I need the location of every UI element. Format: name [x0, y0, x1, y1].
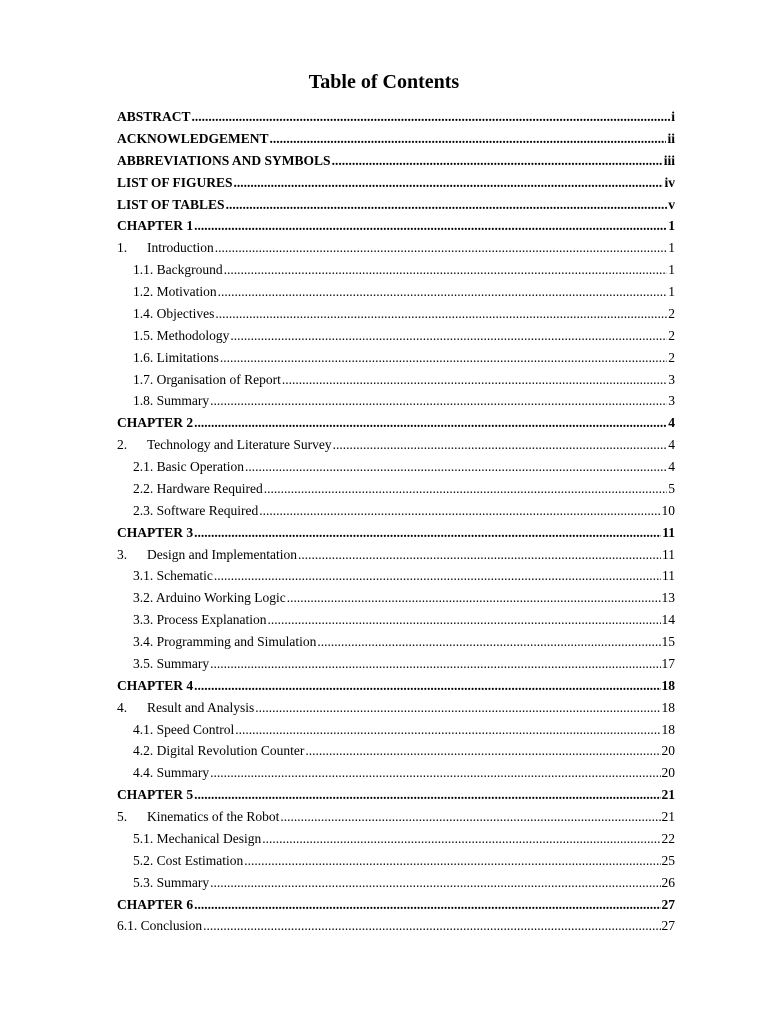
page-title: Table of Contents [308, 71, 460, 93]
toc-entry-section[interactable] [117, 697, 675, 719]
dot-leader [230, 325, 667, 347]
toc-entry-page: 15 [661, 634, 675, 649]
toc-entry-label: 4.1. Speed Control [133, 721, 235, 737]
toc-entry-label: 5.1. Mechanical Design [133, 830, 262, 846]
toc-entry-label: CHAPTER 1 [117, 218, 194, 234]
dot-leader [305, 740, 660, 762]
toc-entry-label: 1.5. Methodology [133, 327, 230, 343]
toc-entry-label: 5.2. Cost Estimation [133, 852, 244, 868]
section-title: Result and Analysis [147, 699, 255, 715]
section-title: Design and Implementation [147, 546, 297, 562]
dot-leader [267, 609, 660, 631]
toc-entry-label: CHAPTER 2 [117, 415, 194, 431]
dot-leader [333, 434, 668, 456]
dot-leader [235, 719, 660, 741]
toc-entry-subsection[interactable] [117, 347, 675, 369]
section-title: Kinematics of the Robot [147, 809, 280, 824]
toc-entry-label [117, 544, 297, 566]
toc-entry-abstract[interactable] [117, 106, 675, 128]
toc-entry-label: LIST OF TABLES [117, 196, 225, 212]
table-of-contents [117, 106, 675, 937]
toc-entry-label: 1.1. Background [133, 262, 223, 278]
toc-entry-label: 3.1. Schematic [133, 568, 213, 584]
toc-entry-page: 26 [661, 874, 675, 890]
dot-leader [194, 894, 660, 916]
toc-entry-label [117, 434, 332, 456]
toc-entry-page: 10 [661, 502, 675, 518]
dot-leader [244, 850, 660, 872]
dot-leader [210, 762, 660, 784]
dot-leader [264, 478, 668, 500]
toc-entry-label: ABBREVIATIONS AND SYMBOLS [117, 152, 331, 168]
toc-entry-page: v [668, 196, 675, 212]
dot-leader [332, 150, 663, 172]
toc-entry-label: 5.3. Summary [133, 874, 210, 890]
dot-leader [224, 259, 668, 281]
dot-leader [282, 369, 667, 391]
toc-entry-subsection[interactable] [117, 259, 675, 281]
toc-entry-page: 11 [662, 524, 675, 540]
toc-entry-list-of-tables[interactable] [117, 194, 675, 216]
toc-entry-page: 1 [668, 262, 675, 278]
toc-entry-label: 3.5. Summary [133, 655, 210, 671]
toc-entry-page: 1 [668, 284, 675, 299]
toc-entry-page: 18 [661, 699, 675, 715]
dot-leader [210, 390, 667, 412]
toc-entry-section[interactable] [117, 806, 675, 828]
toc-entry-subsection[interactable] [117, 478, 675, 500]
dot-leader [245, 456, 667, 478]
toc-entry-abbreviations[interactable] [117, 150, 675, 172]
toc-entry-subsection[interactable] [117, 587, 675, 609]
toc-entry-subsection[interactable] [117, 719, 675, 741]
toc-entry-page: 11 [662, 568, 675, 584]
dot-leader [218, 281, 668, 303]
dot-leader [194, 784, 660, 806]
toc-entry-page: 25 [661, 852, 675, 868]
toc-entry-page: 1 [668, 218, 675, 234]
section-title: Introduction [147, 240, 214, 256]
dot-leader [234, 172, 664, 194]
toc-entry-chapter-3[interactable] [117, 522, 675, 544]
toc-entry-label: 3.2. Arduino Working Logic [133, 590, 286, 606]
toc-entry-subsection[interactable] [117, 850, 675, 872]
dot-leader [215, 237, 668, 259]
toc-entry-subsection[interactable] [117, 303, 675, 325]
toc-entry-page: 4 [668, 415, 675, 431]
toc-entry-subsection[interactable] [117, 828, 675, 850]
toc-entry-page: 3 [668, 393, 675, 409]
toc-entry-page: 4 [668, 459, 675, 474]
toc-entry-page: 11 [662, 546, 675, 562]
dot-leader [280, 806, 660, 828]
toc-entry-subsection[interactable] [117, 369, 675, 391]
toc-entry-acknowledgement[interactable] [117, 128, 675, 150]
dot-leader [192, 106, 671, 128]
toc-entry-label: ACKNOWLEDGEMENT [117, 130, 269, 146]
toc-entry-label: ABSTRACT [117, 109, 191, 124]
toc-entry-subsection[interactable] [117, 565, 675, 587]
toc-entry-subsection[interactable] [117, 740, 675, 762]
toc-entry-page: 3 [668, 371, 675, 387]
toc-entry-subsection[interactable] [117, 281, 675, 303]
toc-entry-label: 4.4. Summary [133, 765, 210, 781]
dot-leader [194, 522, 661, 544]
toc-entry-subsection[interactable] [117, 915, 675, 937]
toc-entry-subsection[interactable] [117, 500, 675, 522]
toc-entry-label [117, 697, 254, 719]
dot-leader [259, 500, 660, 522]
toc-entry-page: 2 [668, 305, 675, 321]
toc-entry-subsection[interactable] [117, 653, 675, 675]
toc-entry-section[interactable] [117, 434, 675, 456]
dot-leader [210, 872, 660, 894]
toc-entry-page: 5 [668, 480, 675, 496]
toc-entry-page: 27 [661, 918, 675, 934]
toc-entry-page: 21 [661, 809, 675, 824]
section-number: 3. [117, 546, 128, 562]
toc-entry-subsection[interactable] [117, 631, 675, 653]
toc-entry-label: 3.4. Programming and Simulation [133, 634, 317, 649]
section-number: 5. [117, 809, 128, 824]
toc-entry-subsection[interactable] [117, 762, 675, 784]
dot-leader [287, 587, 661, 609]
toc-entry-label: CHAPTER 6 [117, 896, 194, 912]
toc-entry-chapter-6[interactable] [117, 894, 675, 916]
dot-leader [215, 303, 667, 325]
toc-entry-label [117, 237, 214, 259]
dot-leader [262, 828, 660, 850]
toc-entry-label: 3.3. Process Explanation [133, 612, 267, 628]
toc-entry-label: CHAPTER 4 [117, 677, 194, 693]
toc-entry-subsection[interactable] [117, 325, 675, 347]
toc-entry-page: i [671, 109, 675, 124]
toc-entry-label: 1.4. Objectives [133, 305, 215, 321]
toc-entry-page: ii [667, 130, 675, 146]
toc-entry-page: 20 [661, 765, 675, 781]
toc-entry-page: iv [664, 174, 675, 190]
toc-entry-section[interactable] [117, 237, 675, 259]
toc-entry-section[interactable] [117, 544, 675, 566]
dot-leader [270, 128, 667, 150]
toc-entry-page: 18 [661, 677, 675, 693]
dot-leader [214, 565, 661, 587]
toc-entry-subsection[interactable] [117, 872, 675, 894]
toc-entry-label [117, 806, 279, 828]
toc-entry-chapter-2[interactable] [117, 412, 675, 434]
toc-entry-label: 1.8. Summary [133, 393, 210, 409]
section-title: Technology and Literature Survey [147, 437, 332, 453]
toc-entry-page: 20 [661, 743, 675, 759]
toc-entry-label: 6.1. Conclusion [117, 918, 203, 934]
dot-leader [226, 194, 668, 216]
toc-entry-chapter-1[interactable] [117, 215, 675, 237]
toc-entry-label: 2.2. Hardware Required [133, 480, 263, 496]
toc-entry-label: 1.7. Organisation of Report [133, 371, 281, 387]
section-number: 2. [117, 437, 128, 453]
section-number: 1. [117, 240, 128, 256]
dot-leader [317, 631, 660, 653]
section-number: 4. [117, 699, 128, 715]
toc-entry-page: 17 [661, 655, 675, 671]
dot-leader [220, 347, 667, 369]
toc-entry-chapter-4[interactable] [117, 675, 675, 697]
toc-entry-page: iii [663, 152, 675, 168]
toc-entry-label: CHAPTER 5 [117, 787, 194, 803]
toc-entry-label: 1.6. Limitations [133, 349, 219, 365]
toc-entry-subsection[interactable] [117, 390, 675, 412]
toc-entry-page: 2 [668, 327, 675, 343]
toc-entry-label: 2.1. Basic Operation [133, 459, 244, 474]
dot-leader [298, 544, 661, 566]
toc-entry-page: 2 [668, 349, 675, 365]
toc-entry-page: 1 [668, 240, 675, 256]
toc-entry-page: 22 [661, 830, 675, 846]
toc-entry-subsection[interactable] [117, 456, 675, 478]
toc-entry-label: LIST OF FIGURES [117, 174, 233, 190]
dot-leader [203, 915, 660, 937]
toc-entry-label: 4.2. Digital Revolution Counter [133, 743, 305, 759]
toc-entry-label: 2.3. Software Required [133, 502, 259, 518]
toc-entry-label: CHAPTER 3 [117, 524, 194, 540]
toc-entry-page: 21 [661, 787, 675, 803]
toc-entry-label: 1.2. Motivation [133, 284, 217, 299]
dot-leader [194, 412, 667, 434]
toc-entry-subsection[interactable] [117, 609, 675, 631]
dot-leader [194, 215, 667, 237]
toc-entry-page: 4 [668, 437, 675, 453]
toc-entry-page: 14 [661, 612, 675, 628]
dot-leader [255, 697, 660, 719]
toc-entry-page: 13 [661, 590, 675, 606]
dot-leader [194, 675, 660, 697]
toc-entry-list-of-figures[interactable] [117, 172, 675, 194]
toc-entry-page: 18 [661, 721, 675, 737]
toc-entry-page: 27 [661, 896, 675, 912]
dot-leader [210, 653, 660, 675]
toc-entry-chapter-5[interactable] [117, 784, 675, 806]
